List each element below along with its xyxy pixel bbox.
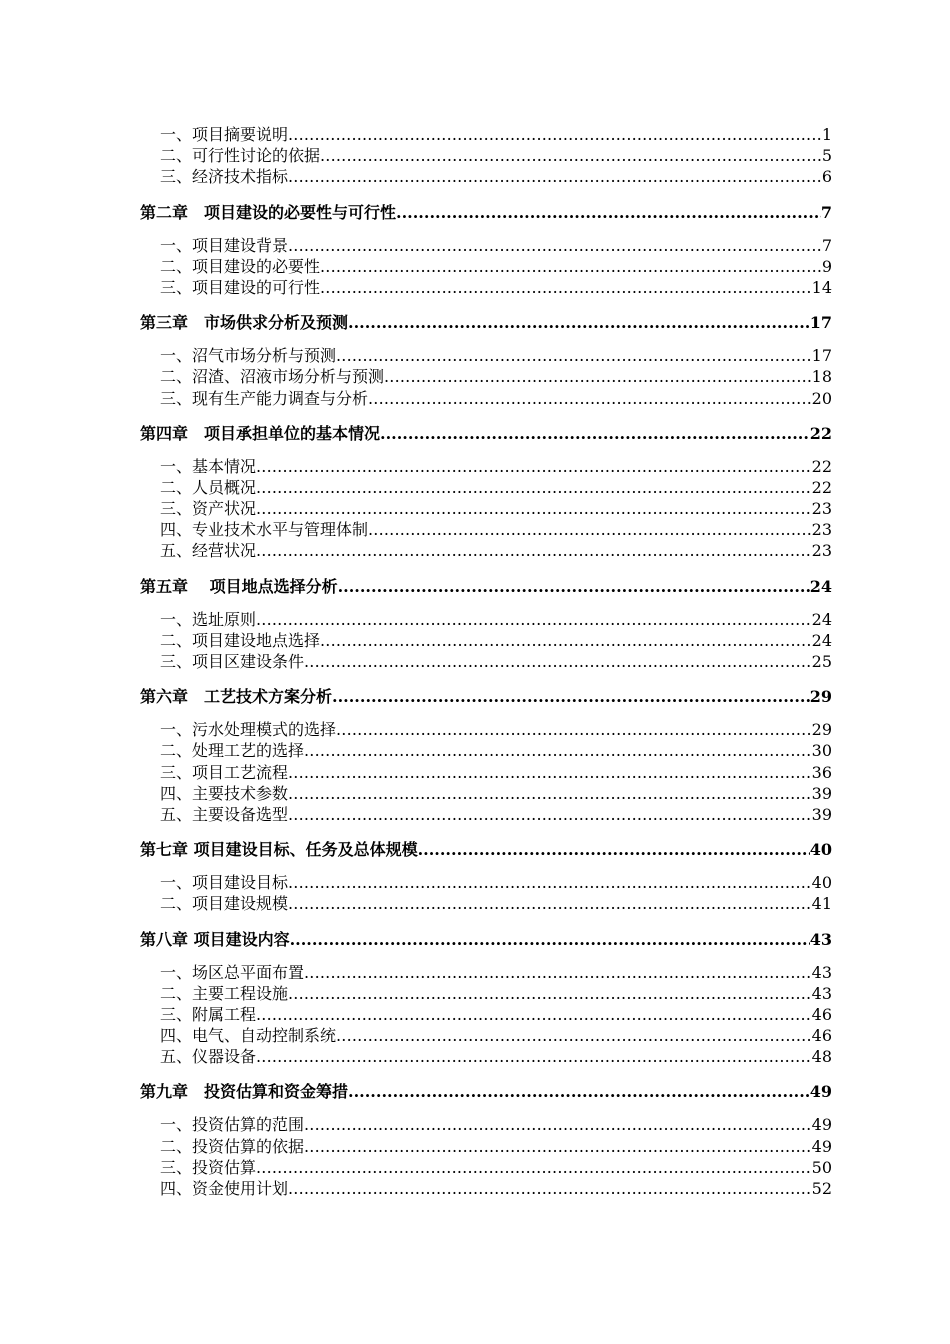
toc-entry-title: 第三章 市场供求分析及预测 <box>140 313 349 333</box>
toc-entry-title: 第五章 项目地点选择分析 <box>140 576 338 596</box>
dot-leader <box>332 686 810 708</box>
dot-leader <box>290 929 810 951</box>
toc-entry[interactable] <box>140 456 832 477</box>
toc-entry-title: 一、场区总平面布置 <box>160 962 305 982</box>
dot-leader <box>380 423 810 445</box>
toc-entry-title: 二、项目建设的必要性 <box>160 256 321 276</box>
toc-page-number: 9 <box>821 256 832 276</box>
toc-entry-title: 一、投资估算的范围 <box>160 1115 305 1135</box>
toc-entry[interactable] <box>140 1114 832 1135</box>
toc-page-number: 5 <box>821 146 832 166</box>
dot-leader <box>418 839 810 861</box>
dot-leader <box>368 388 812 409</box>
toc-entry-title: 三、附属工程 <box>160 1004 257 1024</box>
dot-leader <box>320 630 812 651</box>
toc-entry[interactable] <box>140 519 832 540</box>
toc-chapter-heading[interactable] <box>140 312 832 334</box>
toc-entry-title: 一、基本情况 <box>160 456 257 476</box>
toc-page-number: 23 <box>811 520 832 540</box>
dot-leader <box>288 872 812 893</box>
toc-page-number: 43 <box>811 962 832 982</box>
toc-entry-title: 一、污水处理模式的选择 <box>160 720 337 740</box>
toc-entry[interactable] <box>140 1136 832 1157</box>
dot-leader <box>336 719 812 740</box>
toc-page-number: 24 <box>811 609 832 629</box>
toc-entry-title: 三、现有生产能力调查与分析 <box>160 388 369 408</box>
dot-leader <box>256 540 812 561</box>
toc-page-number: 22 <box>809 423 832 443</box>
toc-entry-title: 三、资产状况 <box>160 499 257 519</box>
toc-entry[interactable] <box>140 256 832 277</box>
toc-entry[interactable] <box>140 145 832 166</box>
toc-page-number: 29 <box>811 720 832 740</box>
toc-page-number: 7 <box>820 202 832 222</box>
toc-entry[interactable] <box>140 872 832 893</box>
toc-entry-title: 三、项目工艺流程 <box>160 762 289 782</box>
dot-leader <box>320 277 812 298</box>
toc-entry[interactable] <box>140 719 832 740</box>
toc-entry[interactable] <box>140 893 832 914</box>
dot-leader <box>288 983 812 1004</box>
toc-page-number: 49 <box>811 1136 832 1156</box>
toc-entry-title: 三、项目区建设条件 <box>160 652 305 671</box>
toc-entry-title: 二、项目建设规模 <box>160 894 289 914</box>
toc-entry-title: 第九章 投资估算和资金筹措 <box>140 1082 349 1102</box>
dot-leader <box>368 519 812 540</box>
toc-entry[interactable] <box>140 962 832 983</box>
dot-leader <box>348 312 810 334</box>
toc-page-number: 39 <box>811 804 832 824</box>
toc-entry-title: 一、选址原则 <box>160 609 257 629</box>
dot-leader <box>304 1114 812 1135</box>
toc-page-number: 20 <box>811 388 832 408</box>
toc-entry-title: 四、主要技术参数 <box>160 783 289 803</box>
dot-leader <box>256 456 812 477</box>
toc-page-number: 23 <box>811 499 832 519</box>
dot-leader <box>256 477 812 498</box>
toc-entry[interactable] <box>140 630 832 651</box>
toc-page-number: 14 <box>811 277 832 297</box>
toc-entry-title: 二、沼渣、沼液市场分析与预测 <box>160 367 385 387</box>
toc-entry[interactable] <box>140 540 832 561</box>
toc-entry[interactable] <box>140 651 832 672</box>
toc-page-number: 49 <box>811 1115 832 1135</box>
toc-page-number: 43 <box>811 983 832 1003</box>
dot-leader <box>304 962 812 983</box>
toc-entry[interactable] <box>140 983 832 1004</box>
toc-entry-title: 三、经济技术指标 <box>160 167 289 187</box>
toc-entry-title: 五、主要设备选型 <box>160 804 289 824</box>
toc-entry-title: 一、项目建设目标 <box>160 873 289 893</box>
dot-leader <box>336 345 812 366</box>
toc-entry-title: 二、主要工程设施 <box>160 983 289 1003</box>
dot-leader <box>396 202 821 224</box>
dot-leader <box>256 1004 812 1025</box>
dot-leader <box>256 498 812 519</box>
dot-leader <box>348 1081 810 1103</box>
dot-leader <box>256 609 812 630</box>
toc-chapter-heading[interactable] <box>140 686 832 708</box>
toc-entry[interactable] <box>140 1025 832 1046</box>
dot-leader <box>288 893 812 914</box>
toc-entry[interactable] <box>140 388 832 409</box>
dot-leader <box>304 1136 812 1157</box>
dot-leader <box>288 124 822 145</box>
toc-page-number: 1 <box>821 125 832 144</box>
dot-leader <box>320 145 822 166</box>
toc-page-number: 52 <box>811 1179 832 1198</box>
toc-entry[interactable] <box>140 345 832 366</box>
toc-entry[interactable] <box>140 477 832 498</box>
toc-entry-title: 一、项目建设背景 <box>160 235 289 255</box>
dot-leader <box>288 783 812 804</box>
toc-page-number: 17 <box>811 346 832 366</box>
toc-page-number: 46 <box>811 1004 832 1024</box>
toc-entry[interactable] <box>140 498 832 519</box>
toc-page-number: 36 <box>811 762 832 782</box>
toc-page-number: 40 <box>811 873 832 893</box>
dot-leader <box>288 235 822 256</box>
toc-entry-title: 第七章 项目建设目标、任务及总体规模 <box>140 840 418 860</box>
dot-leader <box>320 256 822 277</box>
dot-leader <box>256 1157 812 1178</box>
toc-page-number: 7 <box>821 235 832 255</box>
toc-entry[interactable] <box>140 235 832 256</box>
toc-entry-title: 五、经营状况 <box>160 541 257 561</box>
dot-leader <box>338 576 810 598</box>
toc-page-number: 22 <box>811 456 832 476</box>
dot-leader <box>336 1025 812 1046</box>
toc-entry[interactable] <box>140 1178 832 1199</box>
dot-leader <box>288 166 822 187</box>
toc-page-number: 22 <box>811 477 832 497</box>
toc-entry[interactable] <box>140 609 832 630</box>
toc-chapter-heading[interactable] <box>140 576 832 598</box>
toc-chapter-heading[interactable] <box>140 202 832 224</box>
toc-page-number: 30 <box>811 741 832 761</box>
toc-entry-title: 五、仪器设备 <box>160 1047 257 1067</box>
toc-page-number: 24 <box>809 576 832 596</box>
dot-leader <box>384 366 812 387</box>
dot-leader <box>288 804 812 825</box>
toc-entry[interactable] <box>140 1157 832 1178</box>
toc-entry-title: 二、处理工艺的选择 <box>160 741 305 761</box>
dot-leader <box>288 1178 812 1199</box>
toc-entry-title: 二、项目建设地点选择 <box>160 630 321 650</box>
dot-leader <box>256 1046 812 1067</box>
toc-chapter-heading[interactable] <box>140 929 832 951</box>
dot-leader <box>288 762 812 783</box>
toc-page-number: 6 <box>821 167 832 187</box>
table-of-contents <box>140 124 832 1199</box>
toc-entry-title: 二、可行性讨论的依据 <box>160 146 321 166</box>
toc-page-number: 43 <box>809 929 832 949</box>
toc-entry-title: 四、电气、自动控制系统 <box>160 1026 337 1046</box>
toc-entry-title: 二、人员概况 <box>160 477 257 497</box>
toc-entry-title: 第二章 项目建设的必要性与可行性 <box>140 202 397 222</box>
toc-entry[interactable] <box>140 740 832 761</box>
toc-page-number: 24 <box>811 630 832 650</box>
toc-entry[interactable] <box>140 277 832 298</box>
toc-entry-title: 四、专业技术水平与管理体制 <box>160 520 369 540</box>
toc-page-number: 50 <box>811 1157 832 1177</box>
toc-entry-title: 三、项目建设的可行性 <box>160 277 321 297</box>
toc-entry-title: 三、投资估算 <box>160 1157 257 1177</box>
toc-page-number: 25 <box>811 652 832 671</box>
toc-entry[interactable] <box>140 762 832 783</box>
toc-page-number: 49 <box>809 1082 832 1102</box>
toc-page-number: 18 <box>811 367 832 387</box>
toc-entry-title: 第四章 项目承担单位的基本情况 <box>140 423 381 443</box>
toc-entry-title: 第八章 项目建设内容 <box>140 929 290 949</box>
dot-leader <box>304 740 812 761</box>
toc-entry[interactable] <box>140 1046 832 1067</box>
toc-page-number: 23 <box>811 541 832 561</box>
toc-page-number: 29 <box>809 687 832 707</box>
toc-page-number: 40 <box>809 840 832 860</box>
toc-chapter-heading[interactable] <box>140 1081 832 1103</box>
toc-entry-title: 二、投资估算的依据 <box>160 1136 305 1156</box>
dot-leader <box>304 651 812 672</box>
toc-entry[interactable] <box>140 783 832 804</box>
toc-entry-title: 四、资金使用计划 <box>160 1179 289 1198</box>
toc-entry[interactable] <box>140 804 832 825</box>
toc-page-number: 39 <box>811 783 832 803</box>
toc-entry[interactable] <box>140 124 832 145</box>
toc-entry[interactable] <box>140 366 832 387</box>
toc-page-number: 48 <box>811 1047 832 1067</box>
toc-page-number: 41 <box>811 894 832 914</box>
toc-entry-title: 第六章 工艺技术方案分析 <box>140 687 333 707</box>
toc-page-number: 17 <box>809 313 832 333</box>
toc-page-number: 46 <box>811 1026 832 1046</box>
toc-chapter-heading[interactable] <box>140 423 832 445</box>
toc-entry[interactable] <box>140 166 832 187</box>
toc-chapter-heading[interactable] <box>140 839 832 861</box>
toc-entry-title: 一、项目摘要说明 <box>160 125 289 144</box>
toc-entry[interactable] <box>140 1004 832 1025</box>
toc-entry-title: 一、沼气市场分析与预测 <box>160 346 337 366</box>
